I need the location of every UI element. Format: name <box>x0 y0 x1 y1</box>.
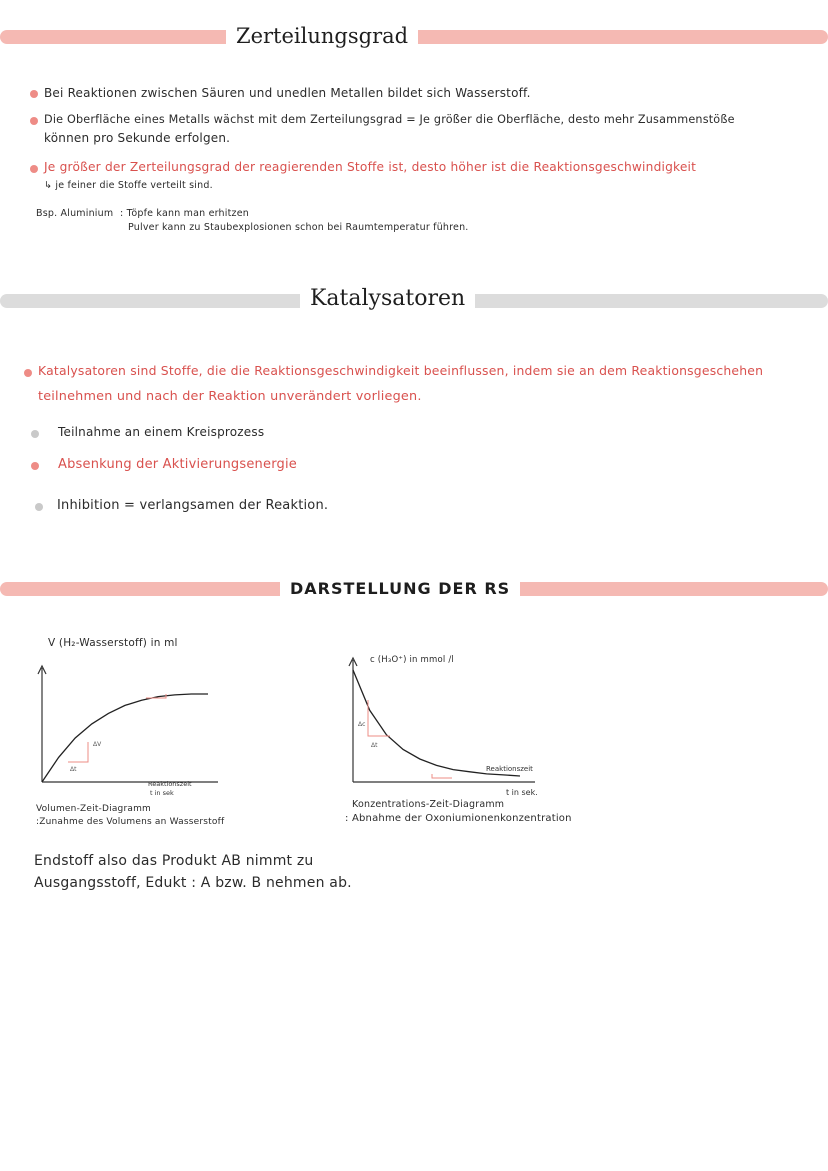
chart1-delta-triangle <box>68 742 88 762</box>
chart1-x-axis-unit: t in sek <box>150 789 174 797</box>
bullet-dot <box>31 430 39 438</box>
chart2-y-axis-label: c (H₃O⁺) in mmol /l <box>370 655 454 665</box>
bullet-dot <box>31 462 39 470</box>
bullet-text-highlight: Je größer der Zerteilungsgrad der reagierenden Stoffe ist, desto höher ist die Reaktionsgeschwindigkeit <box>44 160 697 174</box>
bullet-dot <box>24 369 32 377</box>
volume-time-chart <box>30 650 230 800</box>
bullet-dot <box>30 165 38 173</box>
section-title-darstellung: DARSTELLUNG DER RS <box>280 579 520 598</box>
chart2-delta-x-label: Δt <box>371 742 378 749</box>
bullet-dot <box>30 117 38 125</box>
bullet-text: Teilnahme an einem Kreisprozess <box>58 425 265 439</box>
bullet-text-continued: können pro Sekunde erfolgen. <box>44 131 231 145</box>
chart1-caption: Volumen-Zeit-Diagramm <box>36 804 152 814</box>
chart2-delta-bottom <box>432 774 452 778</box>
chart2-series-line <box>353 670 520 776</box>
chart1-delta-y-label: ΔV <box>93 741 102 748</box>
chart2-x-axis-unit: t in sek. <box>506 788 538 797</box>
chart1-caption-sub: :Zunahme des Volumens an Wasserstoff <box>36 817 225 827</box>
chart2-caption-sub: : Abnahme der Oxoniumionenkonzentration <box>345 813 572 824</box>
chart1-series-line <box>42 694 208 782</box>
chart2-delta-y-label: Δc <box>358 721 366 728</box>
bullet-text-highlight: Absenkung der Aktivierungsenergie <box>58 457 297 472</box>
example-text: Pulver kann zu Staubexplosionen schon bei Raumtemperatur führen. <box>128 222 469 233</box>
chart2-delta-triangle <box>368 700 390 736</box>
bullet-dot <box>35 503 43 511</box>
section-title-zerteilungsgrad: Zerteilungsgrad <box>226 24 418 48</box>
bullet-text: Inhibition = verlangsamen der Reaktion. <box>57 498 329 513</box>
bullet-text: Die Oberfläche eines Metalls wächst mit dem Zerteilungsgrad = Je größer die Oberfläche, desto mehr Zusammenstöße <box>44 113 735 126</box>
bullet-text-highlight-continued: teilnehmen und nach der Reaktion unverändert vorliegen. <box>38 389 422 404</box>
bullet-note: ↳ je feiner die Stoffe verteilt sind. <box>44 180 213 191</box>
closing-text: Ausgangsstoff, Edukt : A bzw. B nehmen ab. <box>34 875 352 891</box>
chart1-x-axis-label: Reaktionszeit <box>148 780 192 788</box>
concentration-time-chart <box>340 650 560 800</box>
example-text: : Töpfe kann man erhitzen <box>120 208 249 219</box>
closing-text: Endstoff also das Produkt AB nimmt zu <box>34 853 314 869</box>
chart2-caption: Konzentrations-Zeit-Diagramm <box>352 799 505 810</box>
chart2-x-axis-label: Reaktionszeit <box>486 765 533 773</box>
example-label: Bsp. Aluminium <box>36 208 114 219</box>
bullet-dot <box>30 90 38 98</box>
chart1-delta-x-label: Δt <box>70 766 77 773</box>
bullet-text-highlight: Katalysatoren sind Stoffe, die die Reaktionsgeschwindigkeit beeinflussen, indem sie an dem Reaktionsgeschehen <box>38 363 764 378</box>
bullet-text: Bei Reaktionen zwischen Säuren und unedlen Metallen bildet sich Wasserstoff. <box>44 86 531 100</box>
chart1-y-axis-label: V (H₂-Wasserstoff) in ml <box>48 637 178 649</box>
section-title-katalysatoren: Katalysatoren <box>300 286 475 311</box>
